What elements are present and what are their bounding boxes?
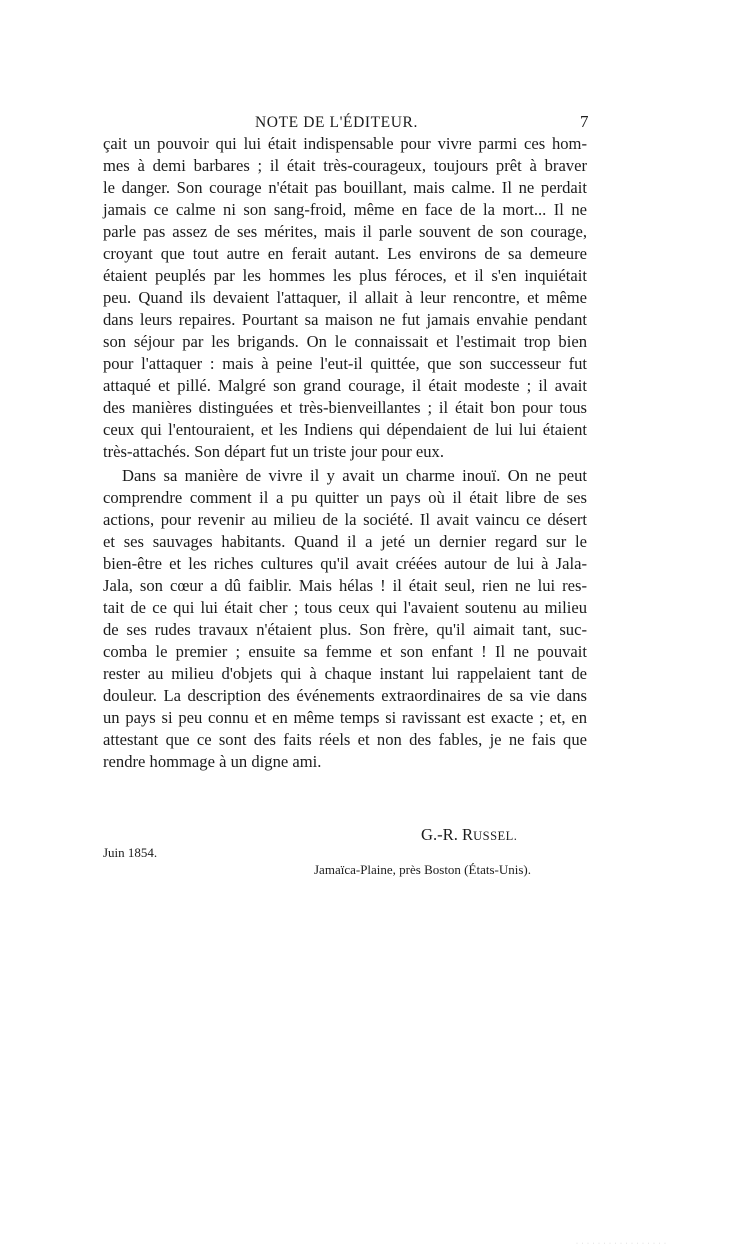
page-number: 7	[580, 112, 589, 131]
place-line: Jamaïca-Plaine, près Boston (États-Unis).	[314, 862, 531, 877]
running-title: NOTE DE L'ÉDITEUR.	[255, 114, 418, 131]
text-line: de ses rudes travaux n'étaient plus. Son frère, qu'il aimait tant, suc-	[103, 620, 587, 639]
text-line: Jala, son cœur a dû faiblir. Mais hélas ! il était seul, rien ne lui res-	[103, 576, 587, 595]
text-line: mes à demi barbares ; il était très-courageux, toujours prêt à braver	[103, 156, 587, 175]
text-line: dans leurs repaires. Pourtant sa maison ne fut jamais envahie pendant	[103, 310, 587, 329]
text-line: parle pas assez de ses mérites, mais il parle souvent de son courage,	[103, 222, 587, 241]
scan-artifact: · · · · · · · · · · · · · · · · ·	[576, 1241, 667, 1247]
text-line: un pays si peu connu et en même temps si ravissant est exacte ; et, en	[103, 708, 587, 727]
text-line: attaqué et pillé. Malgré son grand courage, il était modeste ; il avait	[103, 376, 587, 395]
text-line: comprendre comment il a pu quitter un pays où il était libre de ses	[103, 488, 587, 507]
text-line: étaient peuplés par les hommes les plus féroces, et il s'en inquiétait	[103, 266, 587, 285]
text-line: ceux qui l'entouraient, et les Indiens qui dépendaient de lui lui étaient	[103, 420, 587, 439]
text-line: très-attachés. Son départ fut un triste jour pour eux.	[103, 442, 444, 461]
text-line: actions, pour revenir au milieu de la société. Il avait vaincu ce désert	[103, 510, 587, 529]
text-line: attestant que ce sont des faits réels et non des fables, je ne fais que	[103, 730, 587, 749]
text-line: croyant que tout autre en ferait autant. Les environs de sa demeure	[103, 244, 587, 263]
text-line: bien-être et les riches cultures qu'il avait créées autour de lui à Jala-	[103, 554, 587, 573]
text-line: tait de ce qui lui était cher ; tous ceux qui l'avaient soutenu au milieu	[103, 598, 587, 617]
date-line: Juin 1854.	[103, 845, 158, 860]
text-line: pour l'attaquer : mais à peine l'eut-il quittée, que son successeur fut	[103, 354, 587, 373]
signature-surname-initial: R	[462, 825, 474, 844]
text-line: peu. Quand ils devaient l'attaquer, il allait à leur rencontre, et même	[103, 288, 587, 307]
text-line: rendre hommage à un digne ami.	[103, 752, 322, 771]
text-line: douleur. La description des événements extraordinaires de sa vie dans	[103, 686, 587, 705]
text-line: le danger. Son courage n'était pas bouillant, mais calme. Il ne perdait	[103, 178, 587, 197]
text-line: rester au milieu d'objets qui à chaque instant lui rappelaient tant de	[103, 664, 587, 683]
text-line: son séjour par les brigands. On le connaissait et l'estimait trop bien	[103, 332, 587, 351]
signature-surname-rest: USSEL.	[473, 829, 518, 843]
text-line: des manières distinguées et très-bienveillantes ; il était bon pour tous	[103, 398, 587, 417]
signature-initials: G.-R.	[421, 825, 463, 844]
text-line: jamais ce calme ni son sang-froid, même en face de la mort... Il ne	[103, 200, 587, 219]
text-line: çait un pouvoir qui lui était indispensable pour vivre parmi ces hom-	[103, 134, 587, 153]
signature	[421, 825, 517, 845]
text-line: Dans sa manière de vivre il y avait un charme inouï. On ne peut	[122, 466, 587, 485]
text-line: et ses sauvages habitants. Quand il a jeté un dernier regard sur le	[103, 532, 587, 551]
text-line: comba le premier ; ensuite sa femme et son enfant ! Il ne pouvait	[103, 642, 587, 661]
